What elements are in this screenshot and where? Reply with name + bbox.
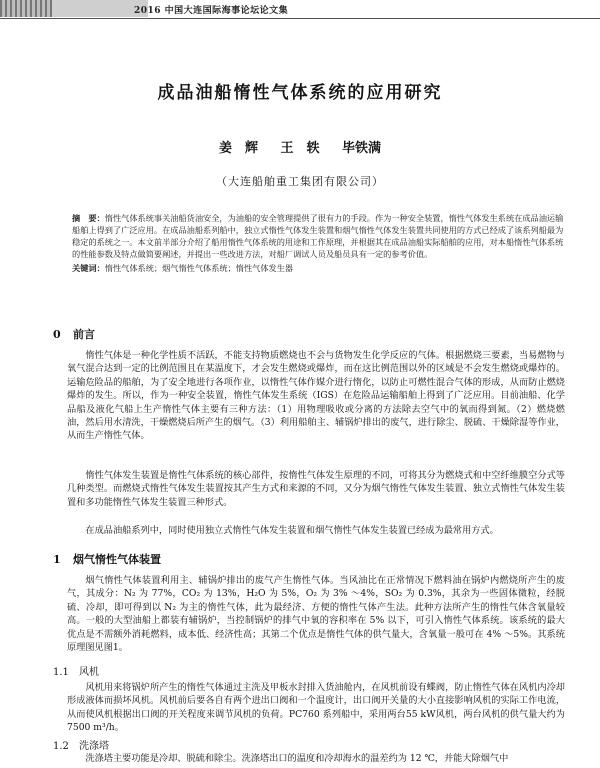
author-list (0, 137, 600, 156)
section-1-heading (53, 551, 161, 567)
subsection-number: 1.1 (53, 667, 69, 678)
subsection-1-2-heading (53, 737, 109, 752)
paragraph-scrubber: 洗涤塔主要功能是冷却、脱硫和除尘。洗涤塔出口的温度和冷却海水的温差约为 12 ℃，并能大除烟气中 (85, 753, 509, 764)
paragraph-intro-1: 惰性气体是一种化学性质不活跃，不能支持物质燃烧也不会与货物发生化学反应的气体。根据燃烧三要素，当易燃物与氧气混合达到一定的比例范围且在某温度下，才会发生燃烧或爆炸，而在这比例范围以外的区域是不会发生燃烧或爆炸的。运输危险品的船舶，为了安全地进行各项作业，以惰性气体作媒介进行惰化，以防止可燃性混合气体的形成，从而防止燃烧爆炸的发生。所以，作为一种安全装置，惰性气体发生系统（IGS）在危险品运输船舶上得到了广泛应用。目前油船、化学品船及液化气船上生产惰性气体主要有三种方法：（1）用物理吸收或分离的方法除去空气中的氧而得到氮。（2）燃烧燃油，然后用水清洗，干燥燃烧后所产生的烟气。（3）利用船舶主、辅锅炉排出的废气，进行除尘、脱硫、干燥除湿等作业，从而生产惰性气体。 (67, 350, 565, 442)
affiliation: （大连船舶重工集团有限公司） (216, 175, 384, 188)
abstract-block (72, 213, 564, 275)
subsection-number: 1.2 (53, 741, 69, 752)
keywords-line (72, 263, 564, 275)
subsection-1-1-heading (53, 663, 99, 678)
header-pattern-icon (0, 0, 52, 17)
section-number: 0 (53, 328, 61, 341)
section-title: 烟气惰性气体装置 (73, 553, 161, 566)
subsection-title: 洗涤塔 (79, 741, 109, 752)
paper-title: 成品油船惰性气体系统的应用研究 (157, 83, 443, 103)
paragraph-fan: 风机用来将锅炉所产生的惰性气体通过主洗及甲板水封排入货油舱内，在风机前设有蝶阀，防止惰性气体在风机内冷却形成液体而损坏风机。风机前后要各自有两个进出口阀和一个温度计，出口阀开关量的大小直接影响风机的实际工作电流，从而使风机根据出口阀的开关程度来调节风机的负荷。PC760 系列船中，采用两台55 kW风机，两台风机的供气量大约为 7500 m³/h。 (67, 682, 565, 734)
keywords-label: 关键词： (72, 262, 105, 273)
paragraph-intro-2: 惰性气体发生装置是惰性气体系统的核心部件，按惰性气体发生原理的不同，可将其分为燃烧式和中空纤维膜空分式等几种类型。而燃烧式惰性气体发生装置按其产生方式和来源的不同，又分为烟气惰性气体发生装置、独立式惰性气体发生装置和多功能惰性气体发生装置三种形式。 (67, 470, 565, 508)
running-head-text: 2016 中国大连国际海事论坛论文集 (134, 6, 289, 16)
section-title: 前言 (73, 328, 95, 341)
author-name: 姜 辉 (218, 141, 258, 156)
author-name: 毕铁满 (342, 141, 382, 156)
author-name: 王 轶 (280, 141, 320, 156)
keywords-text: 惰性气体系统；烟气惰性气体系统；惰性气体发生器 (104, 262, 294, 273)
running-header (0, 0, 600, 19)
section-0-heading (53, 326, 95, 342)
subsection-title: 风机 (79, 667, 99, 678)
abstract-text: 惰性气体系统事关油船货油安全，为油船的安全管理提供了很有力的手段。作为一种安全装置，惰性气体发生系统在成品油运输船舶上得到了广泛应用。在成品油船系列船中，独立式惰性气体发生装置和烟气惰性气体发生装置共同使用的方式已经成了该系列船最为稳定的系统之一。本文前半部分介绍了船用惰性气体系统的用途和工作原理，并根据其在成品油船实际船舶的应用，对本船惰性气体系统的性能参数及特点做简要阐述，并提出一些改进方法，对船厂调试人员及船员具有一定的参考价值。 (72, 213, 564, 259)
paragraph-flue-gas: 烟气惰性气体装置利用主、辅锅炉排出的废气产生惰性气体。当风油比在正常情况下燃料油在锅炉内燃烧所产生的废气，其成分：N₂ 为 77%，CO₂ 为 13%，H₂O 为 5%，O₂ 为 3% ～4%，SO₂ 为 0.3%，其余为一些固体微粒，经脱硫、冷却，即可得到以 N₂ 为主的惰性气体，此为最经济、方便的惰性气体产生法。此种方法所产生的惰性气体含氧量较高。一般的大型油船上都装有辅锅炉，当控制锅炉的排气中氧的容积率在 5% 以下，可引入惰性气体系统。该系统的最大优点是不需额外消耗燃料，成本低、经济性高；其第二个优点是惰性气体的供气量大，含氧量一般可在 4% ～5%。其系统原理图见图1。 (67, 575, 565, 654)
abstract-label: 摘 要： (72, 213, 105, 223)
paragraph-intro-3: 在成品油船系列中，同时使用独立式惰性气体发生装置和烟气惰性气体发生装置已经成为最常用方式。 (85, 525, 499, 536)
abstract-body (72, 213, 564, 261)
section-number: 1 (53, 553, 61, 566)
header-decor-strip (0, 0, 148, 17)
